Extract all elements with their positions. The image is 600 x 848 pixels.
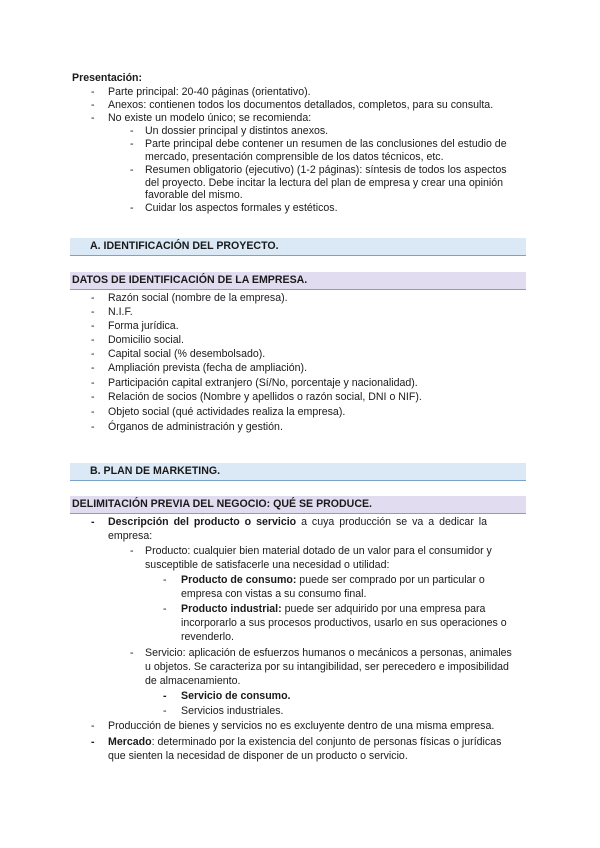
descripcion-line — [108, 516, 487, 529]
producto-industrial-line — [181, 603, 485, 616]
list-dash: - — [91, 112, 95, 124]
producto-consumo-bold: Producto de consumo: — [181, 574, 297, 586]
list-item: Órganos de administración y gestión. — [108, 421, 283, 433]
section-b-title: B. PLAN DE MARKETING. — [90, 465, 221, 477]
sub-list-item-cont: mercado, presentación comprensible de los datos técnicos, etc. — [145, 151, 444, 163]
section-a-title: A. IDENTIFICACIÓN DEL PROYECTO. — [90, 240, 279, 252]
servicio-cont: de almacenamiento. — [145, 675, 241, 687]
section-a-subheading-band — [70, 272, 526, 290]
section-a-heading-band — [70, 238, 526, 256]
section-b-subtitle: DELIMITACIÓN PREVIA DEL NEGOCIO: QUÉ SE PRODUCE. — [72, 498, 372, 510]
list-dash: - — [91, 292, 95, 304]
descripcion-bold: Descripción del producto o servicio — [108, 516, 297, 528]
servicio-line: Servicio: aplicación de esfuerzos humanos o mecánicos a personas, animales — [145, 647, 512, 659]
list-item: Ampliación prevista (fecha de ampliación). — [108, 362, 308, 374]
sub-list-item-cont: del proyecto. Debe incitar la lectura del plan de empresa y crear una opinión — [145, 177, 504, 189]
mercado-line — [108, 736, 501, 749]
list-item: No existe un modelo único; se recomienda: — [108, 112, 312, 124]
list-dash: - — [130, 202, 134, 214]
list-dash: - — [163, 574, 167, 586]
producto-consumo-line — [181, 574, 485, 587]
list-dash: - — [91, 391, 95, 403]
list-dash: - — [91, 306, 95, 318]
producto-industrial-cont: revenderlo. — [181, 631, 234, 643]
mercado-rest: : determinado por la existencia del conjunto de personas físicas o jurídicas — [151, 736, 502, 748]
list-dash: - — [163, 603, 167, 615]
list-dash: - — [91, 99, 95, 111]
sub-list-item: Un dossier principal y distintos anexos. — [145, 125, 329, 137]
list-dash: - — [91, 516, 95, 528]
list-dash: - — [91, 377, 95, 389]
producto-cont: susceptible de satisfacerle una necesidad o utilidad: — [145, 559, 390, 571]
list-dash: - — [91, 320, 95, 332]
section-b-subheading-band — [70, 496, 526, 514]
section-b-heading-band — [70, 463, 526, 481]
sub-list-item-cont: favorable del mismo. — [145, 189, 243, 201]
list-dash: - — [163, 705, 167, 717]
list-item: Capital social (% desembolsado). — [108, 348, 266, 360]
list-dash: - — [130, 138, 134, 150]
list-item: Domicilio social. — [108, 334, 184, 346]
list-dash: - — [163, 690, 167, 702]
list-item: N.I.F. — [108, 306, 133, 318]
produccion-line: Producción de bienes y servicios no es excluyente dentro de una misma empresa. — [108, 720, 495, 732]
list-dash: - — [91, 406, 95, 418]
list-dash: - — [130, 545, 134, 557]
list-dash: - — [130, 164, 134, 176]
producto-industrial-cont: incorporarlo a sus procesos productivos, usarlo en sus operaciones o — [181, 617, 507, 629]
list-dash: - — [130, 647, 134, 659]
list-dash: - — [91, 348, 95, 360]
producto-consumo-rest: puede ser comprado por un particular o — [296, 574, 485, 586]
producto-industrial-bold: Producto industrial: — [181, 603, 282, 615]
descripcion-rest: a cuya producción se va a dedicar la — [296, 516, 488, 528]
producto-consumo-cont: empresa con vistas a su consumo final. — [181, 588, 367, 600]
mercado-bold: Mercado — [108, 736, 152, 748]
list-dash: - — [91, 720, 95, 732]
presentacion-heading: Presentación: — [72, 72, 143, 84]
descripcion-cont: empresa: — [108, 530, 153, 542]
list-dash: - — [91, 736, 95, 748]
list-item: Participación capital extranjero (Sí/No, porcentaje y nacionalidad). — [108, 377, 418, 389]
producto-line: Producto: cualquier bien material dotado de un valor para el consumidor y — [145, 545, 492, 557]
servicio-cont: u objetos. Se caracteriza por su intangibilidad, ser perecedero e imposibilidad — [145, 661, 509, 673]
section-a-subtitle: DATOS DE IDENTIFICACIÓN DE LA EMPRESA. — [72, 274, 308, 286]
list-item: Objeto social (qué actividades realiza la empresa). — [108, 406, 346, 418]
list-dash: - — [91, 362, 95, 374]
list-dash: - — [91, 334, 95, 346]
list-dash: - — [91, 421, 95, 433]
list-dash: - — [130, 125, 134, 137]
sub-list-item: Cuidar los aspectos formales y estéticos. — [145, 202, 338, 214]
sub-list-item: Parte principal debe contener un resumen de las conclusiones del estudio de — [145, 138, 507, 150]
list-item: Anexos: contienen todos los documentos detallados, completos, para su consulta. — [108, 99, 494, 111]
sub-list-item: Resumen obligatorio (ejecutivo) (1-2 páginas): síntesis de todos los aspectos — [145, 164, 507, 176]
list-item: Relación de socios (Nombre y apellidos o razón social, DNI o NIF). — [108, 391, 422, 403]
list-item: Parte principal: 20-40 páginas (orientativo). — [108, 86, 311, 98]
servicio-consumo: Servicio de consumo. — [181, 690, 291, 702]
mercado-cont: que sienten la necesidad de disponer de un producto o servicio. — [108, 750, 408, 762]
servicios-industriales: Servicios industriales. — [181, 705, 284, 717]
list-item: Forma jurídica. — [108, 320, 179, 332]
list-item: Razón social (nombre de la empresa). — [108, 292, 288, 304]
producto-industrial-rest: puede ser adquirido por una empresa para — [281, 603, 486, 615]
list-dash: - — [91, 86, 95, 98]
